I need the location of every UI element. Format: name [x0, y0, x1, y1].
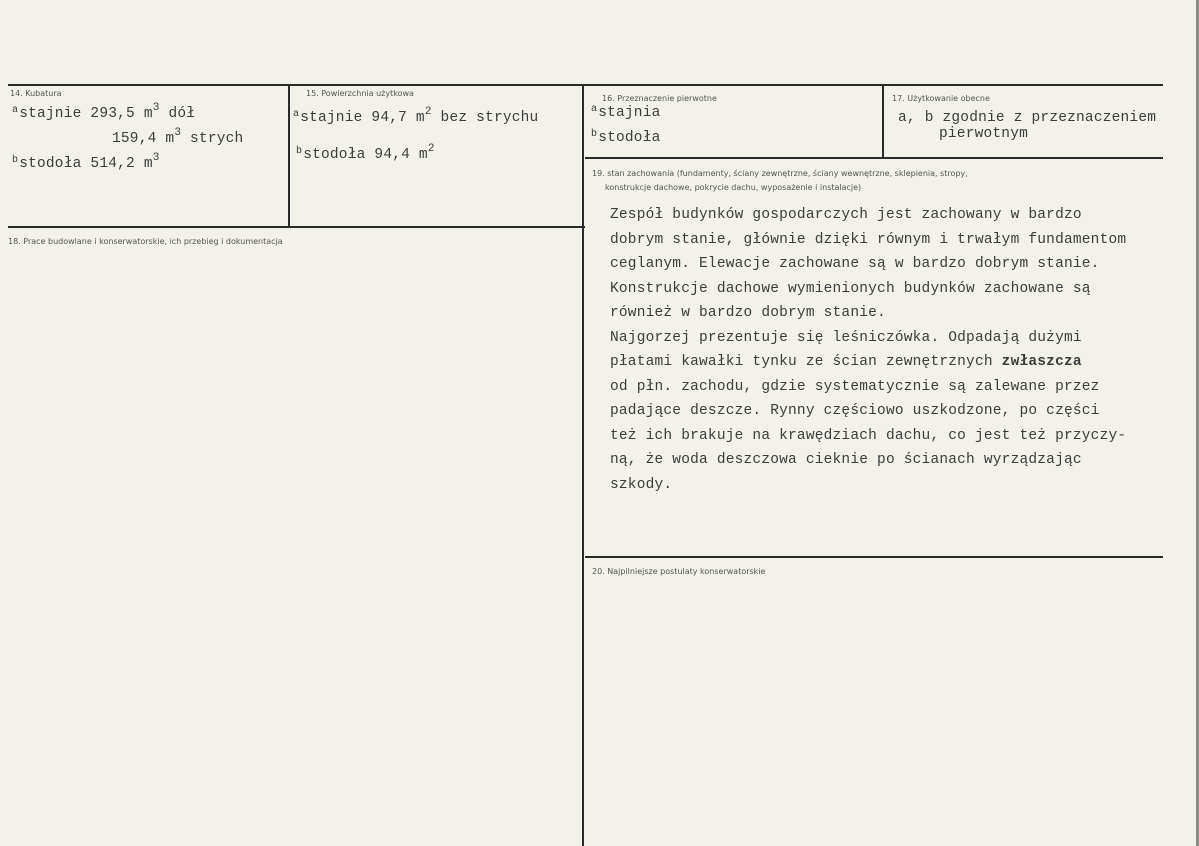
field-19-text: [610, 203, 1126, 497]
divider-14-15: [288, 84, 290, 226]
text-line: od płn. zachodu, gdzie systematycznie są zalewane przez: [610, 378, 1100, 395]
field-15-suffix-a: bez strychu: [431, 110, 539, 126]
field-16-value-b: stodoła: [598, 130, 661, 146]
text-line: też ich brakuje na krawędziach dachu, co jest też przyczy-: [610, 427, 1127, 444]
field-19-label-2: konstrukcje dachowe, pokrycie dachu, wyposażenie i instalacje): [605, 183, 862, 192]
field-14-label: 14. Kubatura: [10, 89, 62, 98]
marker-b: b: [591, 129, 598, 140]
divider-16-17: [882, 84, 884, 157]
exponent: 2: [424, 106, 432, 118]
field-15-value-a: stajnie 94,7 m: [300, 110, 425, 126]
exponent: 3: [174, 127, 182, 139]
field-18-label: 18. Prace budowlane i konserwatorskie, ich przebieg i dokumentacja: [8, 237, 283, 246]
field-14-line-b: [12, 152, 160, 172]
field-17-line-1: a, b zgodnie z przeznaczeniem: [898, 110, 1157, 126]
rule-under-17: [585, 157, 1163, 159]
marker-a: a: [12, 105, 19, 116]
field-17-label: 17. Użytkowanie obecne: [892, 94, 990, 103]
text-line: Konstrukcje dachowe wymienionych budynków zachowane są: [610, 280, 1091, 297]
text-line: szkody.: [610, 476, 673, 493]
exponent: 3: [152, 102, 160, 114]
field-16-label: 16. Przeznaczenie pierwotne: [602, 94, 717, 103]
field-19-label-1: 19. stan zachowania (fundamenty, ściany zewnętrzne, ściany wewnętrzne, sklepienia, stropy,: [592, 169, 968, 178]
rule-above-20: [585, 556, 1163, 558]
field-14-suffix-a2: strych: [181, 131, 244, 147]
field-14-suffix-a: dół: [159, 106, 196, 122]
marker-a: a: [293, 109, 300, 120]
marker-b: b: [296, 146, 303, 157]
field-15-label: 15. Powierzchnia użytkowa: [306, 89, 414, 98]
field-20-label: 20. Najpilniejsze postulaty konserwatorskie: [592, 567, 766, 576]
text-line: Najgorzej prezentuje się leśniczówka. Odpadają dużymi: [610, 329, 1082, 346]
field-14-value-a2: 159,4 m: [112, 131, 175, 147]
rule-under-15: [8, 226, 585, 228]
exponent: 3: [152, 152, 160, 164]
field-16-line-a: [591, 105, 661, 121]
field-17-line-2: pierwotnym: [939, 126, 1029, 142]
top-rule: [8, 84, 1163, 86]
marker-b: b: [12, 155, 19, 166]
divider-main: [582, 84, 584, 846]
field-15-value-b: stodoła 94,4 m: [303, 147, 428, 163]
text-line: [610, 350, 1126, 375]
text-line: padające deszcze. Rynny częściowo uszkodzone, po części: [610, 403, 1100, 419]
field-16-line-b: [591, 130, 661, 146]
overtyped-word: zwłaszcza: [1001, 354, 1082, 370]
field-14-value-a: stajnie 293,5 m: [19, 106, 153, 122]
field-15-line-a: [293, 106, 539, 126]
text-line: dobrym stanie, głównie dzięki równym i trwałym fundamentom: [610, 231, 1127, 248]
text-line: Zespół budynków gospodarczych jest zachowany w bardzo: [610, 207, 1082, 223]
field-15-line-b: [296, 143, 435, 163]
exponent: 2: [427, 143, 435, 155]
text-line: ną, że woda deszczowa cieknie po ścianach wyrządzając: [610, 452, 1082, 468]
text-line: ceglanym. Elewacje zachowane są w bardzo dobrym stanie.: [610, 256, 1100, 272]
marker-a: a: [591, 104, 598, 115]
field-14-line-a: [12, 102, 196, 122]
text-line: również w bardzo dobrym stanie.: [610, 305, 886, 321]
field-16-value-a: stajnia: [598, 105, 661, 121]
text-segment: płatami kawałki tynku ze ścian zewnętrznych: [610, 354, 1002, 370]
field-14-line-a2: [112, 127, 244, 147]
field-14-value-b: stodoła 514,2 m: [19, 156, 153, 172]
